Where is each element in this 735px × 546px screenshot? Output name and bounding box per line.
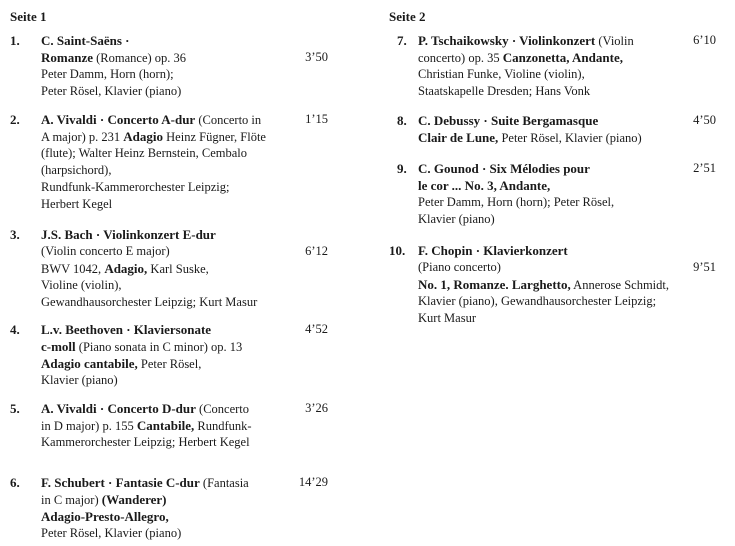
track-title-text: c-moll (41, 339, 76, 354)
track-line (41, 474, 249, 491)
track-title-text: Adagio-Presto-Allegro, (41, 509, 169, 524)
track-detail-text: Peter Damm, Horn (horn); (41, 67, 174, 81)
track-detail-text: in D major) p. 155 (41, 419, 137, 433)
track-line (418, 276, 669, 293)
track-duration: 6’12 (305, 244, 328, 258)
track-detail-text: (Piano sonata in C minor) op. 13 (75, 340, 243, 354)
track-line (41, 321, 242, 338)
track-detail-text: Peter Rösel, Klavier (piano) (498, 131, 642, 145)
track-detail-text: Rundfunk-Kammerorchester Leipzig; (41, 180, 230, 194)
track-detail-text: Klavier (piano) (418, 212, 495, 226)
track-duration: 2’51 (693, 161, 716, 175)
track-title-text: Adagio (123, 129, 164, 144)
track-line (41, 83, 186, 100)
track-line (41, 243, 257, 260)
track-line (418, 112, 642, 129)
track-line (418, 83, 634, 100)
track-line (418, 293, 669, 310)
track-number: 7. (397, 33, 407, 48)
track-title-text: Canzonetta, Andante, (502, 50, 623, 65)
track-duration: 1’15 (305, 112, 328, 126)
side-2-title: Seite 2 (389, 9, 426, 24)
track-number: 5. (10, 401, 20, 416)
track-line (418, 32, 634, 49)
track-number: 9. (397, 161, 407, 176)
track-detail-text: (flute); Walter Heinz Bernstein, Cembalo (41, 146, 247, 160)
track-title-text: F. Schubert · Fantasie C-dur (41, 475, 200, 490)
track-description (41, 226, 257, 311)
track-description (41, 400, 252, 451)
track-line (418, 242, 669, 259)
track-number: 1. (10, 33, 20, 48)
track-line (41, 277, 257, 294)
track-description (418, 160, 614, 228)
track-line (41, 162, 266, 179)
track-detail-text: Peter Rösel, Klavier (piano) (41, 84, 182, 98)
track-detail-text: Peter Rösel, Klavier (piano) (41, 526, 182, 540)
track-detail-text: Heinz Fügner, Flöte (163, 130, 266, 144)
track-duration: 4’50 (693, 113, 716, 127)
track-line (41, 32, 186, 49)
track-description (41, 111, 266, 213)
track-detail-text: Klavier (piano), Gewandhausorchester Leipzig; (418, 294, 657, 308)
track-line (41, 294, 257, 311)
track-number: 2. (10, 112, 20, 127)
track-description (41, 474, 249, 542)
track-line (418, 129, 642, 146)
track-detail-text: Herbert Kegel (41, 197, 113, 211)
track-detail-text: (Piano concerto) (418, 260, 501, 274)
track-duration: 6’10 (693, 33, 716, 47)
track-line (41, 508, 249, 525)
track-detail-text: (Romance) op. 36 (93, 51, 187, 65)
track-title-text: le cor ... No. 3, Andante, (418, 178, 551, 193)
track-title-text: (Wanderer) (101, 492, 167, 507)
track-detail-text: (harpsichord), (41, 163, 112, 177)
track-line (41, 491, 249, 508)
track-title-text: L.v. Beethoven · Klaviersonate (41, 322, 212, 337)
track-title-text: Cantabile, (136, 418, 195, 433)
track-detail-text: A major) p. 231 (41, 130, 124, 144)
track-duration: 4’52 (305, 322, 328, 336)
track-detail-text: Rundfunk- (194, 419, 252, 433)
track-detail-text: Klavier (piano) (41, 373, 118, 387)
track-line (41, 128, 266, 145)
track-title-text: F. Chopin · Klavierkonzert (418, 243, 568, 258)
track-line (41, 179, 266, 196)
track-detail-text: Peter Damm, Horn (horn); Peter Rösel, (418, 195, 615, 209)
track-title-text: C. Gounod · Six Mélodies pour (418, 161, 590, 176)
track-line (41, 525, 249, 542)
track-line (418, 310, 669, 327)
track-title-text: Adagio, (104, 261, 148, 276)
track-line (41, 260, 257, 277)
track-title-text: C. Debussy · Suite Bergamasque (418, 113, 599, 128)
track-duration: 3’50 (305, 50, 328, 64)
track-title-text: Adagio cantabile, (41, 356, 138, 371)
track-number: 6. (10, 475, 20, 490)
track-title-text: C. Saint-Saëns · (41, 33, 130, 48)
track-line (41, 145, 266, 162)
track-duration: 3’26 (305, 401, 328, 415)
track-number: 4. (10, 322, 20, 337)
track-description (418, 242, 669, 327)
track-line (418, 211, 614, 228)
track-title-text: No. 1, Romanze. Larghetto, (418, 277, 571, 292)
track-title-text: A. Vivaldi · Concerto A-dur (41, 112, 196, 127)
track-line (418, 177, 614, 194)
track-line (41, 196, 266, 213)
track-description (418, 32, 634, 100)
track-detail-text: Gewandhausorchester Leipzig; Kurt Masur (41, 295, 258, 309)
track-line (418, 259, 669, 276)
track-detail-text: (Violin (595, 34, 634, 48)
track-description (41, 321, 242, 389)
track-detail-text: Christian Funke, Violine (violin), (418, 67, 585, 81)
track-detail-text: Peter Rösel, (137, 357, 202, 371)
track-line (41, 400, 252, 417)
track-duration: 14’29 (298, 475, 328, 489)
track-detail-text: Kammerorchester Leipzig; Herbert Kegel (41, 435, 250, 449)
track-line (41, 417, 252, 434)
track-line (41, 49, 186, 66)
track-detail-text: Kurt Masur (418, 311, 476, 325)
track-line (418, 160, 614, 177)
track-detail-text: BWV 1042, (41, 262, 105, 276)
side-1-title: Seite 1 (10, 9, 47, 24)
track-title-text: P. Tschaikowsky · Violinkonzert (418, 33, 596, 48)
track-line (418, 49, 634, 66)
track-number: 3. (10, 227, 20, 242)
track-title-text: J.S. Bach · Violinkonzert E-dur (41, 227, 216, 242)
track-line (41, 372, 242, 389)
track-detail-text: Annerose Schmidt, (570, 278, 669, 292)
track-detail-text: Karl Suske, (147, 262, 209, 276)
track-line (41, 338, 242, 355)
track-detail-text: concerto) op. 35 (418, 51, 503, 65)
track-number: 8. (397, 113, 407, 128)
track-detail-text: (Concerto in (195, 113, 262, 127)
track-description (41, 32, 186, 100)
track-line (41, 355, 242, 372)
track-detail-text: (Concerto (195, 402, 250, 416)
track-detail-text: (Fantasia (199, 476, 249, 490)
track-detail-text: Violine (violin), (41, 278, 122, 292)
track-line (41, 111, 266, 128)
track-title-text: A. Vivaldi · Concerto D-dur (41, 401, 196, 416)
track-description (418, 112, 642, 146)
track-line (41, 226, 257, 243)
track-title-text: Clair de Lune, (418, 130, 499, 145)
track-title-text: Romanze (41, 50, 93, 65)
track-line (418, 66, 634, 83)
track-duration: 9’51 (693, 260, 716, 274)
track-detail-text: Staatskapelle Dresden; Hans Vonk (418, 84, 591, 98)
track-number: 10. (389, 243, 406, 258)
track-line (418, 194, 614, 211)
track-detail-text: in C major) (41, 493, 102, 507)
track-detail-text: (Violin concerto E major) (41, 244, 170, 258)
track-line (41, 66, 186, 83)
track-line (41, 434, 252, 451)
